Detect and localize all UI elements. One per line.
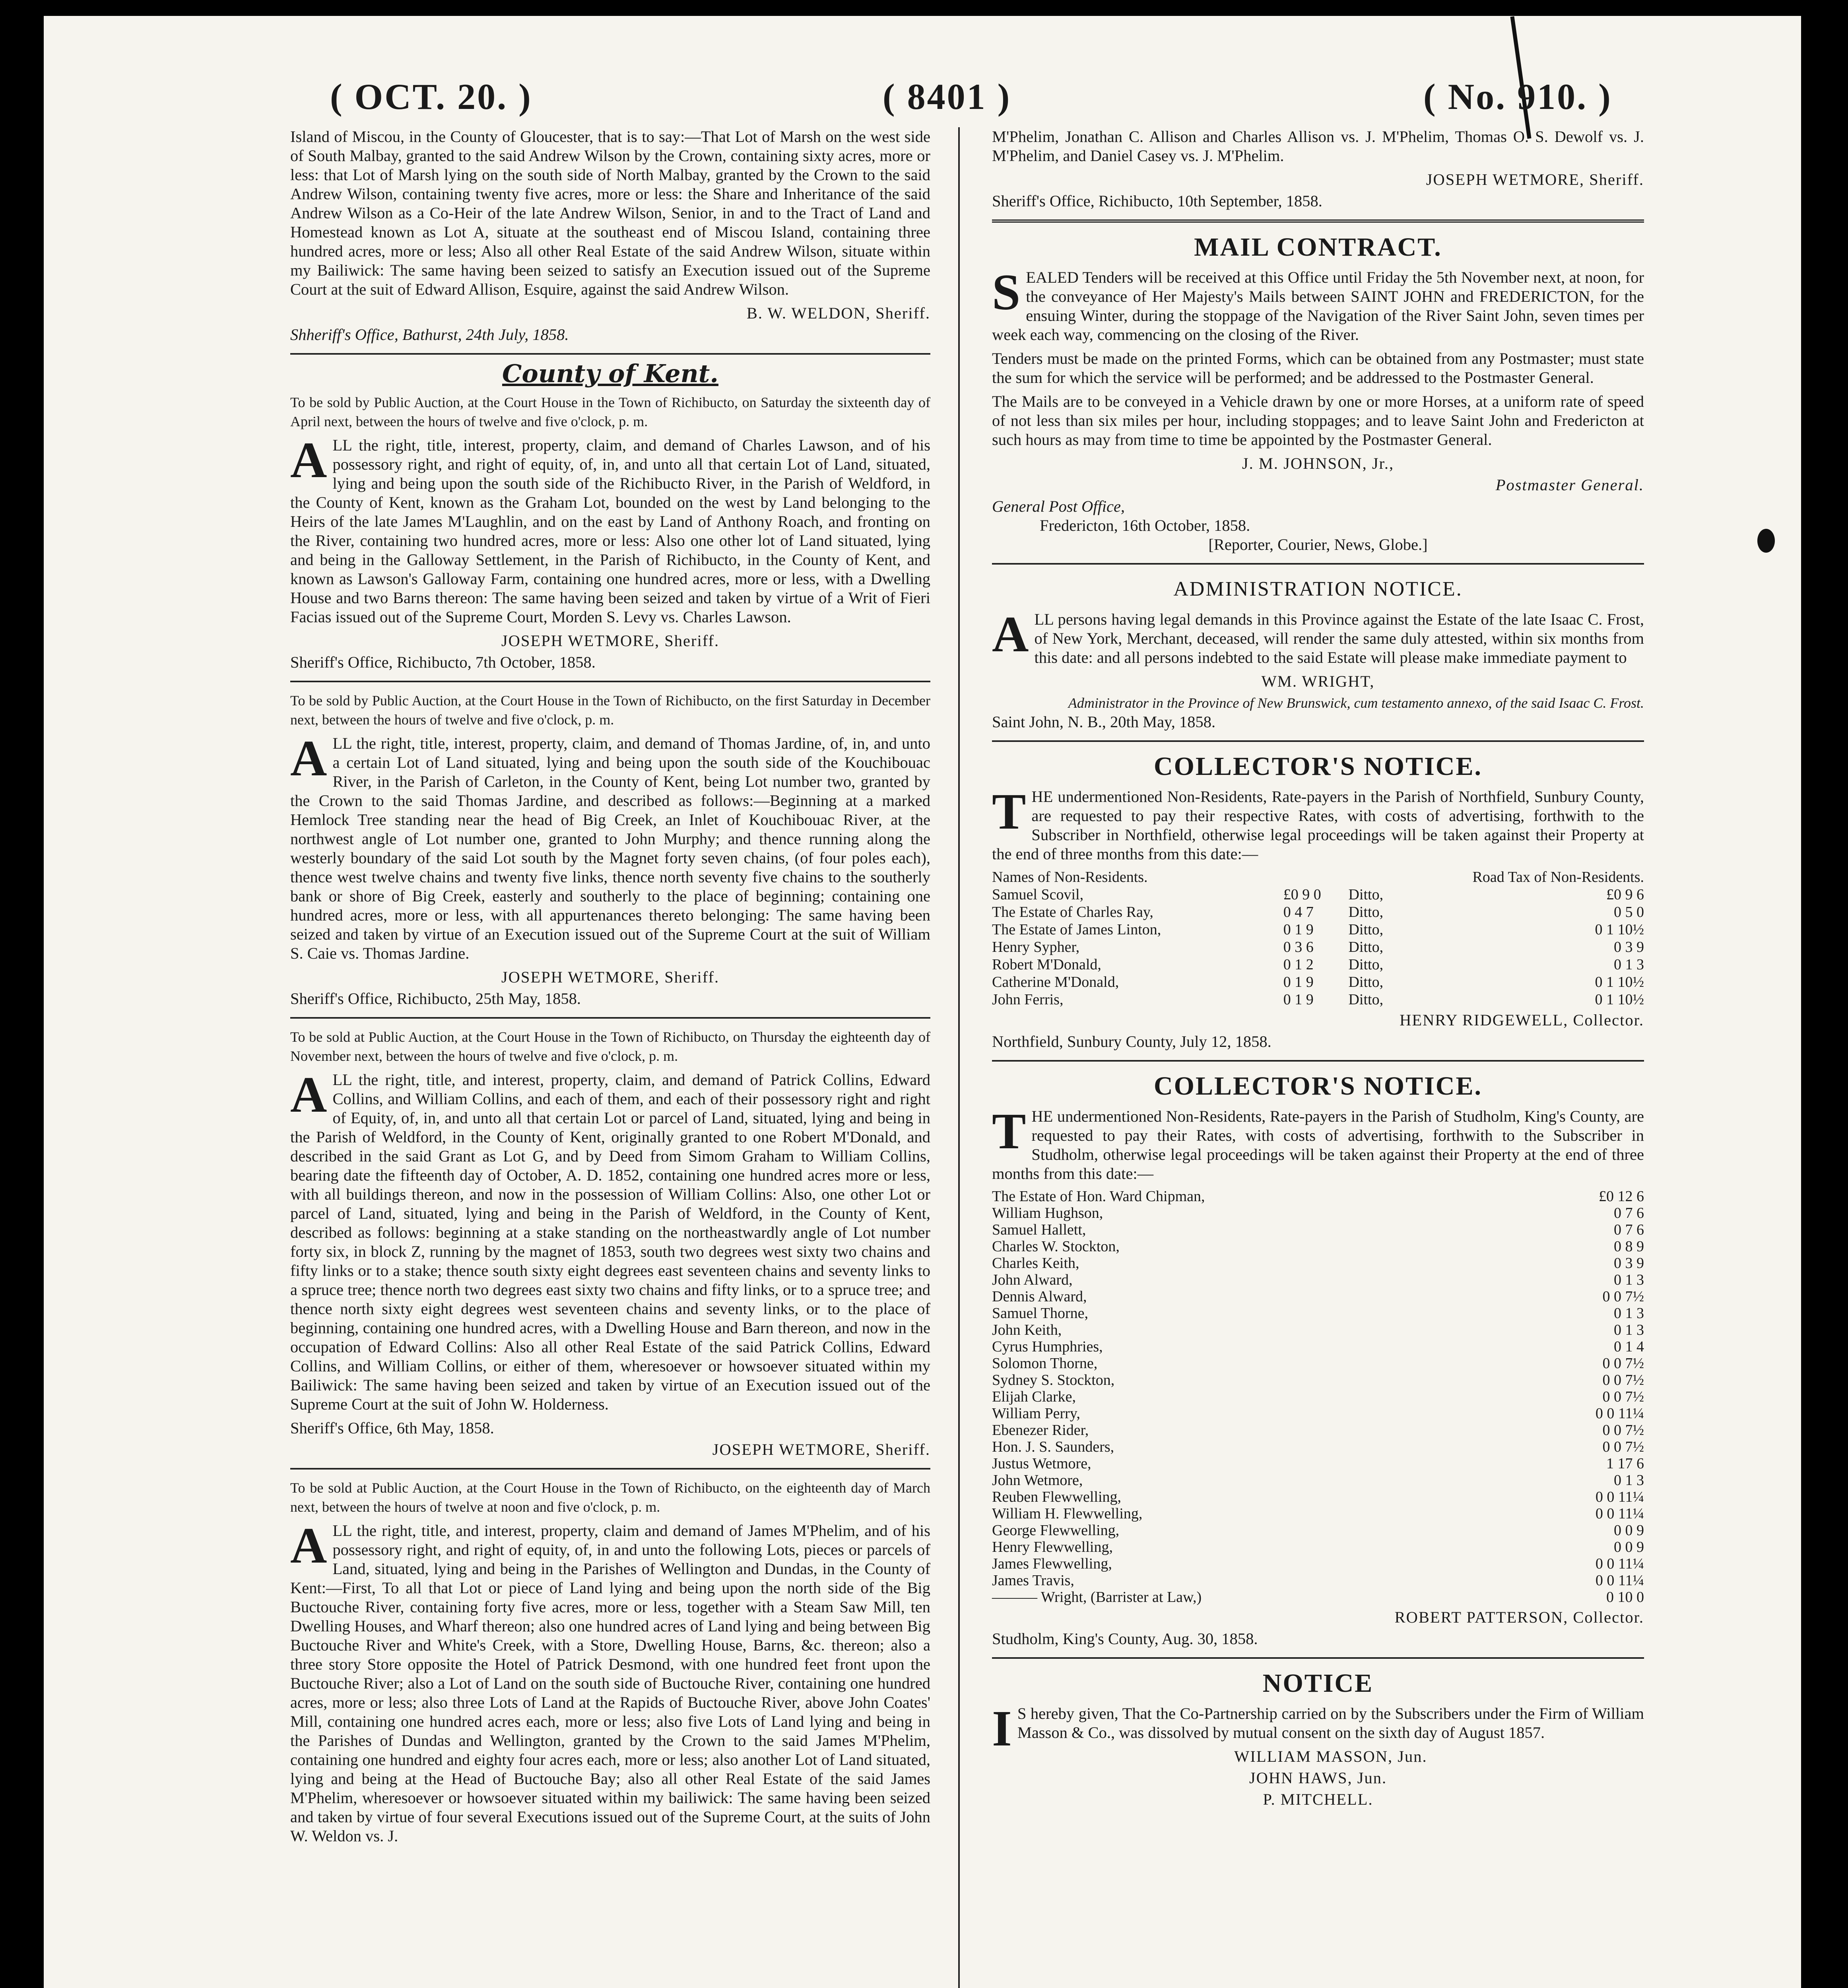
table-cell: John Alward,	[992, 1272, 1073, 1288]
table-cell: Ditto,	[1348, 904, 1384, 920]
table-row	[992, 1589, 1644, 1606]
table-cell: 0 3 9	[1614, 939, 1644, 955]
drop-cap: A	[290, 1066, 327, 1123]
table-cell: 0 7 6	[1614, 1221, 1644, 1238]
table-cell: 0 0 7½	[1602, 1422, 1644, 1439]
administration-place: Saint John, N. B., 20th May, 1858.	[992, 713, 1216, 731]
table-cell: 0 7 6	[1614, 1205, 1644, 1221]
header-page-number: ( 8401 )	[883, 76, 1011, 117]
table-row	[992, 1355, 1644, 1372]
drop-cap: T	[992, 783, 1026, 840]
drop-cap: A	[992, 606, 1029, 662]
auction-1-body: LL the right, title, interest, property, claim, and demand of Charles Lawson, and of his possessory right, and right of equity, of, in, and unto all that certain Lot of Land, situated, lying and being upon the south side of the Richibucto River, in the Parish of Weldford, in the County of Kent, known as the Graham Lot, bounded on the west by Land belonging to the Heirs of the late James M'Laughlin, and on the east by Land of Anthony Roach, and fronting on the River, containing two hundred acres, more or less: Also one other lot of Land situated, lying and being in the Galloway Settlement, in the Parish of Richibucto, in the County of Kent, and known as Lawson's Galloway Farm, containing one hundred acres, more or less, with a Dwelling House and two Barns thereon: The same having been seized and taken by virtue of a Writ of Fieri Facias issued out of the Supreme Court, Morden S. Levy vs. Charles Lawson.	[290, 436, 930, 626]
table-cell: 0 1 9	[1283, 974, 1314, 990]
table-cell: George Flewwelling,	[992, 1522, 1120, 1539]
administration-heading: ADMINISTRATION NOTICE.	[1173, 578, 1463, 600]
table-row	[992, 1572, 1644, 1589]
table-cell: 0 8 9	[1614, 1238, 1644, 1255]
andrew-wilson-notice: Island of Miscou, in the County of Gloucester, that is to say:—That Lot of Marsh on the west side of South Malbay, granted to the said Andrew Wilson by the Crown, containing sixty acres, more or less: that Lot of Marsh lying on the south side of North Malbay, granted by the Crown to the said Andrew Wilson, containing twenty five acres, more or less: the Share and Inheritance of the said Andrew Wilson as a Co-Heir of the late Andrew Wilson, Senior, in and to the Tract of Land and Homestead known as Lot A, situate at the southeast end of Miscou Island, containing three hundred acres, more or less; Also all other Real Estate of the said Andrew Wilson, situate within my Bailiwick: The same having been seized to satisfy an Execution issued out of the Supreme Court at the suit of Edward Allison, Esquire, against the said Andrew Wilson.	[290, 128, 930, 298]
post-office-date: Fredericton, 16th October, 1858.	[1040, 516, 1250, 534]
ridgewell-signature: HENRY RIDGEWELL, Collector.	[1400, 1011, 1644, 1029]
table-row	[992, 921, 1644, 938]
table-cell: 0 1 3	[1614, 1305, 1644, 1322]
table-row	[992, 1372, 1644, 1388]
patterson-signature: ROBERT PATTERSON, Collector.	[1394, 1608, 1644, 1626]
table-cell: James Travis,	[992, 1572, 1074, 1589]
table-cell: 0 10 0	[1606, 1589, 1644, 1606]
table-row	[992, 886, 1644, 903]
auction-4-intro: To be sold at Public Auction, at the Court House in the Town of Richibucto, on the eighteenth day of March next, between the hours of twelve at noon and five o'clock, p. m.	[290, 1480, 930, 1515]
table-cell: John Wetmore,	[992, 1472, 1083, 1489]
table-row	[992, 1188, 1644, 1205]
table-cell: Sydney S. Stockton,	[992, 1372, 1115, 1388]
table-cell: Ebenezer Rider,	[992, 1422, 1089, 1439]
table-cell: 0 0 11¼	[1595, 1555, 1644, 1572]
table-cell: Ditto,	[1348, 974, 1384, 990]
table-cell: The Estate of Hon. Ward Chipman,	[992, 1188, 1205, 1205]
studholm-rates-table	[992, 1188, 1644, 1606]
table-row	[992, 938, 1644, 956]
table-row	[992, 1422, 1644, 1439]
table-row	[992, 1322, 1644, 1338]
ink-blot	[1757, 529, 1775, 553]
table-cell: Henry Flewwelling,	[992, 1539, 1113, 1555]
auction-4-body: LL the right, title, and interest, property, claim and demand of James M'Phelim, and of his possessory right, and right of equity, of, in and unto the following Lots, pieces or parcels of Land, situated, lying and being in the Parishes of Wellington and Dundas, in the County of Kent:—First, To all that Lot or piece of Land lying and being upon the north side of the Big Buctouche River, containing forty five acres, more or less, together with a Steam Saw Mill, ten Dwelling Houses, and Wharf thereon; also one hundred acres of Land lying and being between Big Buctouche River and White's Creek, with a Store, Dwelling House, Barns, &c. thereon; also a three story Store opposite the Hotel of Patrick Desmond, with one hundred feet front upon the Buctouche River; also a Lot of Land on the south side of Buctouche River, containing one hundred acres, more or less; also three Lots of Land at the Rapids of Buctouche River, above John Coates' Mill, containing one hundred acres each, more or less; also five Lots of Land lying and being in the Parishes of Dundas and Wellington, granted by the Crown to the said James M'Phelim, containing one hundred and eighty four acres each, more or less; also another Lot of Land situated, lying and being at the Head of Buctouche Bay; also all other Real Estate of the said James M'Phelim, wheresoever or howsoever situated within my bailiwick: The same having been seized and taken by virtue of four several Executions issued out of the Supreme Court, at the suits of John W. Weldon vs. J.	[290, 1522, 930, 1845]
header-date: ( OCT. 20. )	[330, 76, 532, 117]
table-cell: ——— Wright, (Barrister at Law,)	[992, 1589, 1202, 1606]
table-header: Road Tax of Non-Residents.	[1472, 869, 1644, 885]
drop-cap: A	[290, 1517, 327, 1574]
table-cell: 0 0 7½	[1602, 1388, 1644, 1405]
table-cell: 0 1 3	[1614, 1472, 1644, 1489]
table-cell: Catherine M'Donald,	[992, 974, 1119, 990]
table-row	[992, 1272, 1644, 1288]
table-cell: Cyrus Humphries,	[992, 1338, 1103, 1355]
table-cell: The Estate of James Linton,	[992, 921, 1161, 938]
table-row	[992, 973, 1644, 991]
drop-cap: A	[290, 432, 327, 488]
northfield-rates-table	[992, 868, 1644, 1008]
table-cell: Charles W. Stockton,	[992, 1238, 1120, 1255]
table-row	[992, 1388, 1644, 1405]
table-cell: £0 9 6	[1606, 886, 1644, 903]
table-cell: Hon. J. S. Saunders,	[992, 1439, 1114, 1455]
table-cell: 0 0 11¼	[1595, 1405, 1644, 1422]
auction-3-office: Sheriff's Office, 6th May, 1858.	[290, 1419, 494, 1437]
table-row	[992, 1472, 1644, 1489]
table-row	[992, 1221, 1644, 1238]
table-cell: William Hughson,	[992, 1205, 1103, 1221]
continued-signature: JOSEPH WETMORE, Sheriff.	[1426, 171, 1644, 188]
table-cell: 0 4 7	[1283, 904, 1314, 920]
drop-cap: T	[992, 1103, 1026, 1159]
table-row	[992, 1205, 1644, 1221]
table-cell: John Ferris,	[992, 991, 1064, 1008]
table-row	[992, 1522, 1644, 1539]
auction-3-body: LL the right, title, and interest, property, claim, and demand of Patrick Collins, Edward Collins, and William Collins, and each of them, and each of their possessory right and right of Equity, of, in, and unto all that certain Lot or parcel of Land, situated, lying and being in the Parish of Weldford, in the County of Kent, originally granted to one Robert M'Donald, and described in the said Grant as Lot G, and by Deed from Simom Graham to William Collins, bearing date the fifteenth day of October, A. D. 1852, containing one hundred acres more or less, with all buildings thereon, and now in the possession of William Collins: Also, one other Lot or parcel of Land, situated, lying and being in the Parish of Weldford, in the County of Kent, described as follows: beginning at a stake standing on the northeastwardly angle of Lot number forty six, in block Z, running by the magnet of 1853, south two degrees west sixty two chains and fifty links or to a stake; thence south sixty eight degrees east seventeen chains and seventy links to a spruce tree; thence north two degrees east sixty two chains and fifty links, or to a spruce tree; and thence north sixty eight degrees west seventeen chains and seventy links, or to the place of beginning, containing one hundred acres, with a Dwelling House and Barn thereon, and now in the occupation of Edward Collins: Also all other Real Estate of the said Patrick Collins, Edward Collins, and William Collins, or either of them, wheresoever or howsoever situated within my Bailiwick: The same having been seized and taken by virtue of an Execution issued out of the Supreme Court at the suit of John W. Holderness.	[290, 1071, 930, 1413]
table-cell: Reuben Flewwelling,	[992, 1489, 1122, 1505]
auction-3-signature: JOSEPH WETMORE, Sheriff.	[712, 1441, 930, 1458]
table-cell: 0 1 3	[1614, 1322, 1644, 1338]
table-cell: William H. Flewwelling,	[992, 1505, 1143, 1522]
table-cell: 0 0 7½	[1602, 1355, 1644, 1372]
table-row	[992, 1505, 1644, 1522]
collector-notice-2-body: HE undermentioned Non-Residents, Rate-payers in the Parish of Studholm, King's County, are requested to pay their Rates, with costs of advertising, forthwith to the Subscriber in Studholm, otherwise legal proceedings will be taken against their Property at the end of three months from this date:—	[992, 1107, 1644, 1182]
post-office-line: General Post Office,	[992, 497, 1125, 515]
weldon-signature: B. W. WELDON, Sheriff.	[746, 304, 930, 322]
table-cell: John Keith,	[992, 1322, 1062, 1338]
table-cell: 0 0 11¼	[1595, 1489, 1644, 1505]
northfield-place: Northfield, Sunbury County, July 12, 1858.	[992, 1033, 1271, 1050]
table-cell: 1 17 6	[1606, 1455, 1644, 1472]
table-row	[992, 1305, 1644, 1322]
table-cell: 0 0 7½	[1602, 1288, 1644, 1305]
table-cell: 0 1 4	[1614, 1338, 1644, 1355]
table-cell: Solomon Thorne,	[992, 1355, 1098, 1372]
mail-contract-p3: The Mails are to be conveyed in a Vehicle drawn by one or more Horses, at a uniform rate of speed of not less than six miles per hour, including stoppages; and to leave Saint John and Fredericton at such hours as may from time to time be appointed by the Postmaster General.	[992, 392, 1644, 448]
continued-office: Sheriff's Office, Richibucto, 10th September, 1858.	[992, 192, 1322, 210]
auction-3-intro: To be sold at Public Auction, at the Court House in the Town of Richibucto, on Thursday the eighteenth day of November next, between the hours of twelve and five o'clock, p. m.	[290, 1029, 930, 1064]
table-cell: Ditto,	[1348, 921, 1384, 938]
mphelim-continued: M'Phelim, Jonathan C. Allison and Charles Allison vs. J. M'Phelim, Thomas O. S. Dewolf vs. J. M'Phelim, and Daniel Casey vs. J. M'Phelim.	[992, 128, 1644, 165]
auction-2-office: Sheriff's Office, Richibucto, 25th May, 1858.	[290, 990, 581, 1008]
collector-notice-1-heading: COLLECTOR'S NOTICE.	[1154, 752, 1482, 781]
table-row	[992, 903, 1644, 921]
table-cell: James Flewwelling,	[992, 1555, 1112, 1572]
header-issue-number: ( No. 910. )	[1423, 76, 1612, 117]
table-cell: 0 0 9	[1614, 1539, 1644, 1555]
table-row	[992, 1539, 1644, 1555]
table-cell: Justus Wetmore,	[992, 1455, 1091, 1472]
table-row	[992, 956, 1644, 973]
johnson-signature: J. M. JOHNSON, Jr.,	[1242, 454, 1394, 472]
auction-1-office: Sheriff's Office, Richibucto, 7th October, 1858.	[290, 653, 596, 671]
table-cell: 0 0 11¼	[1595, 1572, 1644, 1589]
haws-signature: JOHN HAWS, Jun.	[1249, 1769, 1387, 1787]
table-cell: 0 0 11¼	[1595, 1505, 1644, 1522]
table-cell: 0 0 7½	[1602, 1439, 1644, 1455]
auction-1-signature: JOSEPH WETMORE, Sheriff.	[501, 632, 720, 650]
table-row	[992, 1255, 1644, 1272]
table-cell: The Estate of Charles Ray,	[992, 904, 1153, 920]
auction-1-intro: To be sold by Public Auction, at the Court House in the Town of Richibucto, on Saturday the sixteenth day of April next, between the hours of twelve and five o'clock, p. m.	[290, 394, 930, 429]
table-cell: 0 1 9	[1283, 991, 1314, 1008]
table-cell: 0 1 3	[1614, 1272, 1644, 1288]
table-cell: £0 9 0	[1283, 886, 1321, 903]
table-cell: £0 12 6	[1599, 1188, 1644, 1205]
collector-notice-2-heading: COLLECTOR'S NOTICE.	[1154, 1072, 1482, 1101]
administrator-role: Administrator in the Province of New Brunswick, cum testamento annexo, of the said Isaac C. Frost.	[1068, 695, 1644, 711]
table-cell: 0 3 9	[1614, 1255, 1644, 1272]
notice-heading: NOTICE	[1262, 1669, 1374, 1698]
table-cell: Samuel Thorne,	[992, 1305, 1089, 1322]
drop-cap: A	[290, 730, 327, 786]
table-cell: Samuel Scovil,	[992, 886, 1084, 903]
table-cell: 0 0 7½	[1602, 1372, 1644, 1388]
table-row	[992, 1238, 1644, 1255]
table-header: Names of Non-Residents.	[992, 869, 1148, 885]
administration-body: LL persons having legal demands in this Province against the Estate of the late Isaac C. Frost, of New York, Merchant, deceased, will render the same duly attested, within six months from this date: and all persons indebted to the said Estate will please make immediate payment to	[1034, 610, 1644, 666]
auction-2-intro: To be sold by Public Auction, at the Court House in the Town of Richibucto, on the first Saturday in December next, between the hours of twelve and five o'clock, p. m.	[290, 693, 930, 728]
table-cell: Ditto,	[1348, 991, 1384, 1008]
mitchell-signature: P. MITCHELL.	[1263, 1790, 1373, 1808]
table-cell: 0 1 10½	[1595, 974, 1644, 990]
table-row	[992, 1288, 1644, 1305]
table-cell: 0 1 9	[1283, 921, 1314, 938]
table-cell: Ditto,	[1348, 886, 1384, 903]
table-row	[992, 1439, 1644, 1455]
mail-contract-heading: MAIL CONTRACT.	[1194, 233, 1442, 262]
partnership-notice-body: S hereby given, That the Co-Partnership carried on by the Subscribers under the Firm of William Masson & Co., was dissolved by mutual consent on the sixth day of August 1857.	[1017, 1705, 1644, 1741]
collector-notice-1-body: HE undermentioned Non-Residents, Rate-payers in the Parish of Northfield, Sunbury County, are requested to pay their respective Rates, with costs of advertising, forthwith to the Subscriber in Northfield, otherwise legal proceedings will be taken against their Property at the end of three months from this date:—	[992, 788, 1644, 863]
table-cell: Robert M'Donald,	[992, 956, 1101, 973]
table-cell: William Perry,	[992, 1405, 1080, 1422]
table-cell: Ditto,	[1348, 939, 1384, 955]
postmaster-title: Postmaster General.	[1495, 476, 1644, 494]
table-cell: 0 1 3	[1614, 956, 1644, 973]
table-row	[992, 1338, 1644, 1355]
table-row	[992, 1489, 1644, 1505]
table-cell: Henry Sypher,	[992, 939, 1080, 955]
drop-cap: I	[992, 1700, 1012, 1757]
wright-signature: WM. WRIGHT,	[1261, 672, 1375, 690]
table-cell: 0 3 6	[1283, 939, 1314, 955]
newspaper-list: [Reporter, Courier, News, Globe.]	[1208, 536, 1428, 553]
table-row	[992, 991, 1644, 1008]
table-cell: Elijah Clarke,	[992, 1388, 1076, 1405]
gazette-page	[44, 16, 1801, 1988]
table-cell: 0 1 10½	[1595, 991, 1644, 1008]
table-row	[992, 1455, 1644, 1472]
auction-2-signature: JOSEPH WETMORE, Sheriff.	[501, 968, 720, 986]
bathurst-office: Shheriff's Office, Bathurst, 24th July, 1858.	[290, 326, 569, 344]
table-cell: 0 1 10½	[1595, 921, 1644, 938]
county-of-kent-heading: County of Kent.	[502, 359, 718, 388]
studholm-place: Studholm, King's County, Aug. 30, 1858.	[992, 1630, 1258, 1648]
mail-contract-p2: Tenders must be made on the printed Forms, which can be obtained from any Postmaster; must state the sum for which the service will be performed; and be addressed to the Postmaster General.	[992, 349, 1644, 386]
left-column	[290, 127, 930, 1850]
table-cell: 0 1 2	[1283, 956, 1314, 973]
auction-2-body: LL the right, title, interest, property, claim, and demand of Thomas Jardine, of, in, and unto a certain Lot of Land situated, lying and being upon the south side of the Kouchibouac River, in the Parish of Carleton, in the County of Kent, being Lot number two, granted by the Crown to the said Thomas Jardine, and described as follows:—Beginning at a marked Hemlock Tree standing near the head of Big Creek, an Inlet of Kouchibouac River, at the northwest angle of Lot number one, granted to John Murphy; and thence running along the westerly boundary of the said Lot south by the Magnet forty seven chains, (of four poles each), thence west twelve chains and twenty five links, thence north seventy five chains to the southerly bank or shore of Big Creek, easterly and southerly to the place of beginning; containing one hundred acres, more or less, with all appurtenances thereto belonging: The same having been seized and taken by virtue of an Execution issued out of the Supreme Court at the suit of William S. Caie vs. Thomas Jardine.	[290, 734, 930, 962]
mail-contract-p1: EALED Tenders will be received at this Office until Friday the 5th November next, at noon, for the conveyance of Her Majesty's Mails between SAINT JOHN and FREDERICTON, for the ensuing Winter, during the stoppage of the Navigation of the River Saint John, seven times per week each way, commencing on the closing of the River.	[992, 268, 1644, 344]
table-cell: Charles Keith,	[992, 1255, 1079, 1272]
table-cell: Samuel Hallett,	[992, 1221, 1086, 1238]
drop-cap: S	[992, 264, 1021, 320]
table-cell: 0 5 0	[1614, 904, 1644, 920]
right-column	[992, 127, 1644, 1811]
table-cell: Ditto,	[1348, 956, 1384, 973]
column-rule	[958, 127, 960, 1988]
table-row	[992, 1555, 1644, 1572]
table-cell: 0 0 9	[1614, 1522, 1644, 1539]
table-cell: Dennis Alward,	[992, 1288, 1087, 1305]
masson-signature: WILLIAM MASSON, Jun.	[1234, 1747, 1427, 1765]
table-row	[992, 1405, 1644, 1422]
